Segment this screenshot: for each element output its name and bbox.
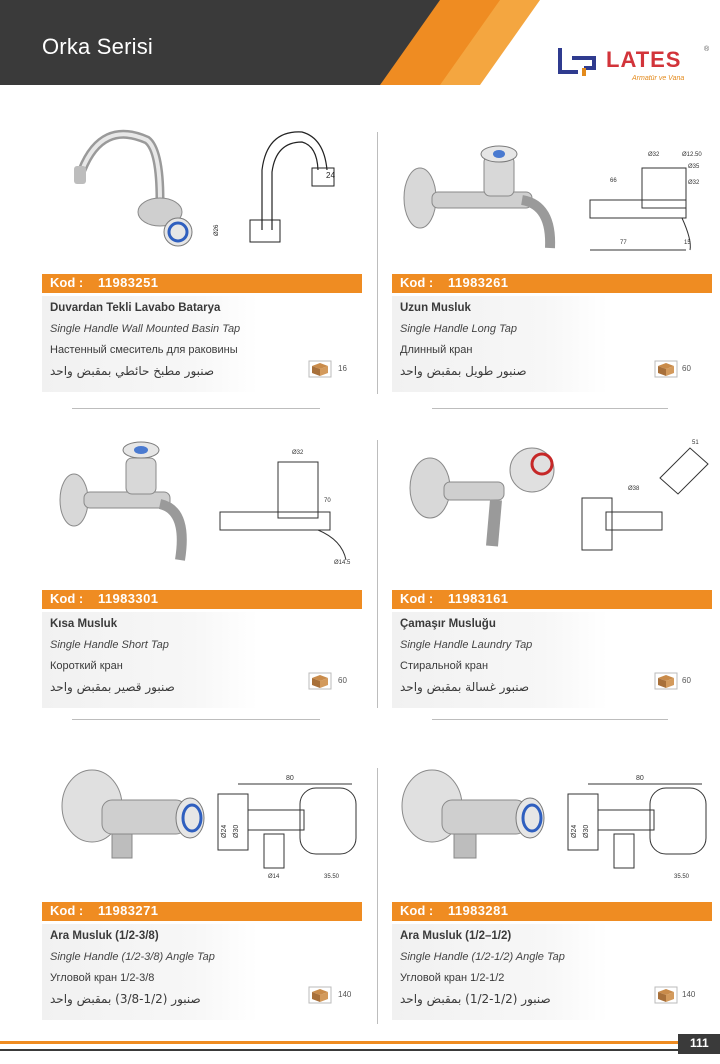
- product-code-bar: [42, 274, 362, 293]
- product-image: [392, 110, 712, 270]
- product-name-ru: Короткий кран: [50, 660, 123, 672]
- svg-text:Ø38: Ø38: [628, 486, 640, 492]
- product-name-ar: صنبور طويل بمقبض واحد: [400, 364, 527, 378]
- row-separator: [432, 408, 668, 409]
- svg-text:35.50: 35.50: [324, 874, 340, 880]
- box-quantity: 140: [682, 990, 696, 999]
- product-card: [392, 742, 712, 1032]
- product-code-bar: [42, 590, 362, 609]
- product-card: [42, 110, 362, 400]
- product-code-bar: [42, 902, 362, 921]
- product-info-panel: [392, 296, 608, 392]
- svg-text:Ø24: Ø24: [221, 824, 228, 838]
- product-code: 11983281: [448, 903, 509, 918]
- logo-tagline: Armatür ve Vana: [632, 75, 685, 82]
- product-name-ru: Длинный кран: [400, 344, 473, 356]
- product-name-ar: صنبور غسالة بمقبض واحد: [400, 680, 530, 694]
- box-icon: [654, 672, 678, 690]
- column-divider: [377, 132, 378, 394]
- svg-text:15: 15: [684, 240, 691, 246]
- product-info-panel: [42, 296, 258, 392]
- product-image: [42, 428, 362, 584]
- svg-text:51: 51: [692, 440, 699, 446]
- svg-text:Ø32: Ø32: [648, 152, 660, 158]
- column-divider: [377, 768, 378, 1024]
- product-info-panel: [42, 612, 258, 708]
- product-name-ar: صنبور قصير بمقبض واحد: [50, 680, 175, 694]
- product-name-tr: Duvardan Tekli Lavabo Batarya: [50, 302, 221, 314]
- svg-text:Ø24: Ø24: [571, 824, 578, 838]
- svg-text:Ø30: Ø30: [233, 824, 240, 838]
- product-card: [42, 428, 362, 718]
- svg-text:80: 80: [286, 775, 294, 782]
- logo-brand-name: LATES: [606, 47, 682, 72]
- code-label: Kod :: [50, 903, 84, 918]
- product-name-ar: صنبور (1/2-1/2) بمقبض واحد: [400, 992, 551, 1006]
- product-name-tr: Uzun Musluk: [400, 302, 471, 314]
- code-label: Kod :: [400, 591, 434, 606]
- box-icon: [308, 672, 332, 690]
- svg-text:35.50: 35.50: [674, 874, 690, 880]
- product-name-ar: صنبور مطبخ حائطي بمقبض واحد: [50, 364, 215, 378]
- page-number: 111: [690, 1036, 709, 1050]
- product-code: 11983301: [98, 591, 159, 606]
- product-name-tr: Çamaşır Musluğu: [400, 618, 496, 630]
- svg-text:Ø14: Ø14: [268, 874, 280, 880]
- svg-text:Ø30: Ø30: [583, 824, 590, 838]
- product-image: [42, 110, 362, 270]
- product-code: 11983271: [98, 903, 159, 918]
- footer-accent-line: [0, 1041, 720, 1044]
- page-title: Orka Serisi: [42, 34, 153, 59]
- product-image: [392, 742, 712, 898]
- product-info-panel: [392, 924, 608, 1020]
- product-name-tr: Ara Musluk (1/2–1/2): [400, 930, 512, 942]
- box-icon: [654, 986, 678, 1004]
- product-name-en: Single Handle (1/2-3/8) Angle Tap: [50, 951, 215, 963]
- svg-text:Ø32: Ø32: [292, 450, 304, 456]
- product-card: [392, 428, 712, 718]
- product-code-bar: [392, 590, 712, 609]
- code-label: Kod :: [50, 591, 84, 606]
- product-name-en: Single Handle Long Tap: [400, 323, 518, 335]
- box-quantity: 60: [338, 676, 347, 685]
- product-name-ar: صنبور (1/2-3/8) بمقبض واحد: [50, 992, 201, 1006]
- row-separator: [432, 719, 668, 720]
- product-name-en: Single Handle Short Tap: [50, 639, 169, 651]
- svg-text:Ø35: Ø35: [688, 164, 700, 170]
- product-card: [392, 110, 712, 400]
- product-code: 11983161: [448, 591, 509, 606]
- box-quantity: 140: [338, 990, 352, 999]
- product-name-en: Single Handle Laundry Tap: [400, 639, 533, 651]
- row-separator: [72, 719, 320, 720]
- product-code-bar: [392, 274, 712, 293]
- product-name-tr: Ara Musluk (1/2-3/8): [50, 930, 159, 942]
- box-icon: [308, 360, 332, 378]
- box-quantity: 60: [682, 364, 691, 373]
- product-code: 11983251: [98, 275, 159, 290]
- column-divider: [377, 440, 378, 708]
- box-icon: [308, 986, 332, 1004]
- box-icon: [654, 360, 678, 378]
- product-name-ru: Угловой кран 1/2-1/2: [400, 972, 505, 984]
- product-image: [392, 428, 712, 584]
- svg-text:80: 80: [636, 775, 644, 782]
- svg-text:77: 77: [620, 240, 627, 246]
- svg-text:70: 70: [324, 498, 331, 504]
- box-quantity: 16: [338, 364, 347, 373]
- product-name-ru: Стиральной кран: [400, 660, 489, 672]
- product-name-en: Single Handle Wall Mounted Basin Tap: [50, 323, 241, 335]
- code-label: Kod :: [50, 275, 84, 290]
- product-image: [42, 742, 362, 898]
- svg-text:24: 24: [326, 171, 335, 180]
- brand-logo: [556, 44, 716, 88]
- svg-text:Ø26: Ø26: [214, 224, 220, 236]
- product-name-en: Single Handle (1/2-1/2) Angle Tap: [400, 951, 565, 963]
- svg-text:Ø32: Ø32: [688, 180, 700, 186]
- product-name-tr: Kısa Musluk: [50, 618, 118, 630]
- product-code: 11983261: [448, 275, 509, 290]
- logo-trademark: ®: [704, 46, 710, 53]
- footer-dark-line: [0, 1049, 720, 1051]
- product-name-ru: Настенный смеситель для раковины: [50, 344, 238, 356]
- product-info-panel: [42, 924, 258, 1020]
- box-quantity: 60: [682, 676, 691, 685]
- product-name-ru: Угловой кран 1/2-3/8: [50, 972, 155, 984]
- row-separator: [72, 408, 320, 409]
- product-code-bar: [392, 902, 712, 921]
- product-info-panel: [392, 612, 608, 708]
- svg-text:66: 66: [610, 178, 617, 184]
- code-label: Kod :: [400, 903, 434, 918]
- product-card: [42, 742, 362, 1032]
- svg-text:Ø12.50: Ø12.50: [682, 152, 702, 158]
- logo-mark-icon: [556, 46, 602, 78]
- code-label: Kod :: [400, 275, 434, 290]
- svg-text:Ø14.5: Ø14.5: [334, 560, 351, 566]
